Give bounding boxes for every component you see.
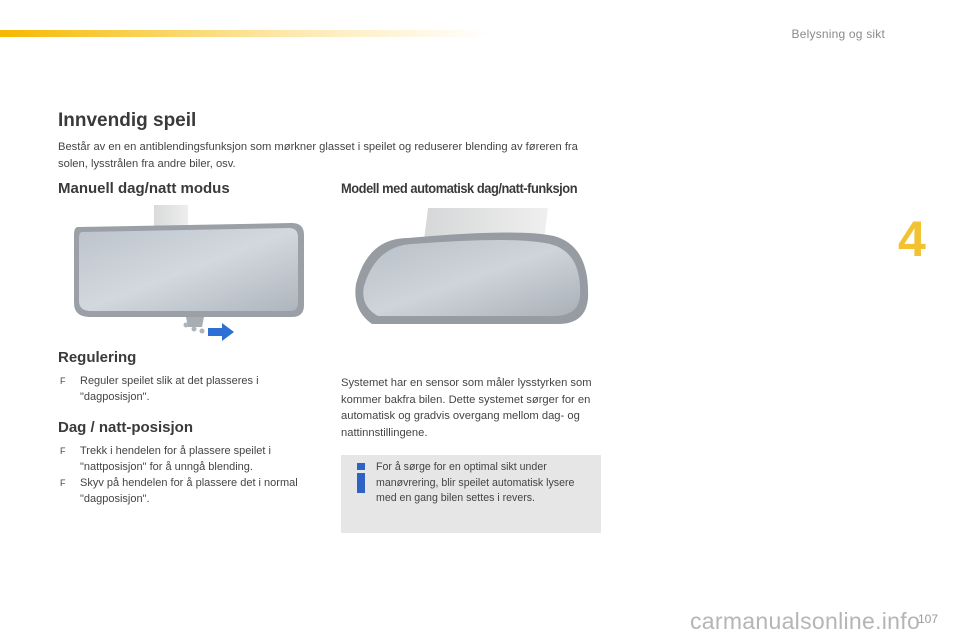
list-item: F Reguler speilet slik at det plasseres i "dagposisjon". — [60, 375, 259, 403]
dag-natt-list — [58, 444, 308, 508]
list-item: F Trekk i hendelen for å plassere speilet i "nattposisjon" for å unngå blending. — [60, 445, 271, 473]
page-title: Innvendig speil — [58, 110, 197, 131]
mirror-glass — [79, 228, 298, 311]
watermark: carmanualsonline.info — [690, 608, 921, 634]
automatic-mode-heading: Modell med automatisk dag/natt-funksjon — [341, 180, 578, 196]
info-i-icon — [354, 463, 368, 493]
info-text: For å sørge for en optimal sikt under manøvrering, blir speilet automatisk lysere med en gang bilen settes i revers. — [376, 461, 575, 504]
regulering-heading: Regulering — [58, 349, 137, 366]
mirror-lever — [186, 317, 204, 327]
info-box — [341, 455, 601, 533]
section-title: Belysning og sikt — [791, 27, 885, 41]
intro-paragraph: Består av en en antiblendingsfunksjon som mørkner glasset i speilet og reduserer blending av føreren fra solen, lysstrålen fra andre biler, osv. — [58, 141, 578, 170]
bullet-marker: F — [60, 446, 66, 456]
bullet-marker: F — [60, 376, 66, 386]
chapter-number: 4 — [898, 211, 926, 267]
bullet-marker: F — [60, 478, 66, 488]
header-accent-bar — [0, 30, 490, 37]
dag-natt-heading: Dag / natt-posisjon — [58, 419, 193, 436]
arrow-right-icon — [208, 323, 234, 341]
automatic-description: Systemet har en sensor som måler lysstyrken som kommer bakfra bilen. Dette systemet sørger for en automatisk og gradvis overgang mellom dag- og nattinnstillingene. — [341, 377, 592, 439]
automatic-mirror-illustration — [348, 206, 596, 332]
manual-mirror-illustration — [70, 205, 316, 347]
manual-mode-heading: Manuell dag/natt modus — [58, 180, 230, 197]
mirror-stem — [154, 205, 188, 227]
regulering-list — [58, 374, 298, 406]
list-item: F Skyv på hendelen for å plassere det i normal "dagposisjon". — [60, 477, 298, 505]
page-number: 107 — [917, 612, 938, 626]
mirror-glass — [363, 240, 580, 316]
